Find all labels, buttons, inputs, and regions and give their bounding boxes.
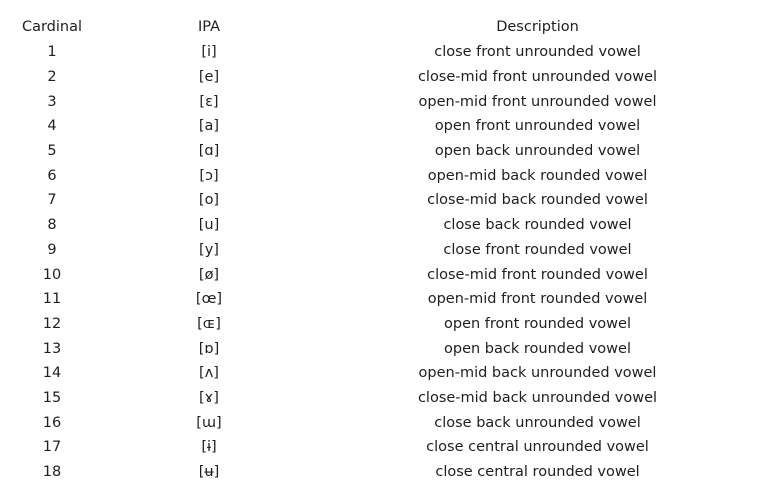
cell-ipa-symbol: [i]: [201, 44, 217, 61]
cell-description: close-mid back rounded vowel: [427, 192, 648, 209]
cell-ipa-symbol: [u]: [198, 217, 220, 234]
cell-cardinal-number: 3: [47, 93, 57, 110]
table-row: [0, 262, 761, 287]
cell-cardinal-number: 17: [42, 439, 62, 456]
table-row: [0, 361, 761, 386]
cell-ipa-symbol: [ɤ]: [199, 389, 219, 406]
table-header: [0, 14, 761, 40]
cell-cardinal-number: 8: [47, 217, 57, 234]
header-description: Description: [496, 19, 579, 35]
cell-cardinal-number: 11: [42, 291, 62, 308]
cell-ipa-symbol: [ɑ]: [198, 143, 220, 160]
cell-cardinal-number: 12: [42, 315, 62, 332]
cell-description: open-mid front rounded vowel: [427, 291, 648, 308]
header-cardinal: Cardinal: [21, 19, 83, 35]
cell-ipa-symbol: [y]: [199, 241, 219, 258]
table-row: [0, 336, 761, 361]
cell-description: open-mid front unrounded vowel: [418, 93, 657, 110]
cell-cardinal-number: 1: [47, 44, 57, 61]
table-row: [0, 312, 761, 337]
cell-cardinal-number: 4: [47, 118, 57, 135]
cell-description: open front unrounded vowel: [434, 118, 641, 135]
cell-cardinal-number: 6: [47, 167, 57, 184]
cell-description: close front rounded vowel: [443, 241, 632, 258]
cell-description: open-mid back unrounded vowel: [418, 365, 657, 382]
cell-ipa-symbol: [o]: [198, 192, 220, 209]
cardinal-vowels-table: [0, 14, 761, 484]
cell-ipa-symbol: [œ]: [195, 291, 223, 308]
cell-cardinal-number: 5: [47, 143, 57, 160]
cell-description: close-mid front rounded vowel: [427, 266, 648, 283]
cell-ipa-symbol: [ʌ]: [199, 365, 219, 382]
table-body: [0, 40, 761, 484]
cell-cardinal-number: 10: [42, 266, 62, 283]
table-row: [0, 287, 761, 312]
cell-ipa-symbol: [ɯ]: [196, 414, 222, 431]
cell-ipa-symbol: [ɨ]: [201, 439, 217, 456]
cell-ipa-symbol: [ɛ]: [199, 93, 219, 110]
cell-cardinal-number: 2: [47, 69, 57, 86]
table-row: [0, 188, 761, 213]
cell-description: close-mid front unrounded vowel: [417, 69, 658, 86]
cell-description: close central rounded vowel: [435, 464, 640, 481]
table-row: [0, 163, 761, 188]
table-row: [0, 65, 761, 90]
cell-description: close back unrounded vowel: [434, 414, 641, 431]
table-row: [0, 40, 761, 65]
table-row: [0, 139, 761, 164]
table-row: [0, 238, 761, 263]
cell-cardinal-number: 13: [42, 340, 62, 357]
cell-description: open back unrounded vowel: [434, 143, 641, 160]
cell-description: close-mid back unrounded vowel: [417, 389, 658, 406]
cell-cardinal-number: 14: [42, 365, 62, 382]
cell-cardinal-number: 7: [47, 192, 57, 209]
cell-cardinal-number: 15: [42, 389, 62, 406]
table-row: [0, 410, 761, 435]
table-row: [0, 386, 761, 411]
table-row: [0, 435, 761, 460]
header-ipa: IPA: [197, 19, 220, 35]
cell-cardinal-number: 18: [42, 464, 62, 481]
cell-ipa-symbol: [ɒ]: [198, 340, 220, 357]
cell-ipa-symbol: [ɶ]: [197, 315, 221, 332]
cell-ipa-symbol: [a]: [198, 118, 220, 135]
cell-ipa-symbol: [ɔ]: [199, 167, 219, 184]
table-row: [0, 460, 761, 485]
table-row: [0, 213, 761, 238]
cell-ipa-symbol: [ʉ]: [198, 464, 220, 481]
cell-description: close back rounded vowel: [443, 217, 632, 234]
table-row: [0, 114, 761, 139]
cell-ipa-symbol: [e]: [198, 69, 220, 86]
cell-description: close front unrounded vowel: [434, 44, 641, 61]
cell-cardinal-number: 16: [42, 414, 62, 431]
table-row: [0, 89, 761, 114]
cell-cardinal-number: 9: [47, 241, 57, 258]
cell-description: close central unrounded vowel: [426, 439, 649, 456]
cell-description: open back rounded vowel: [444, 340, 631, 357]
cell-description: open-mid back rounded vowel: [427, 167, 648, 184]
cell-description: open front rounded vowel: [444, 315, 631, 332]
header-row: [0, 14, 761, 40]
cell-ipa-symbol: [ø]: [198, 266, 220, 283]
